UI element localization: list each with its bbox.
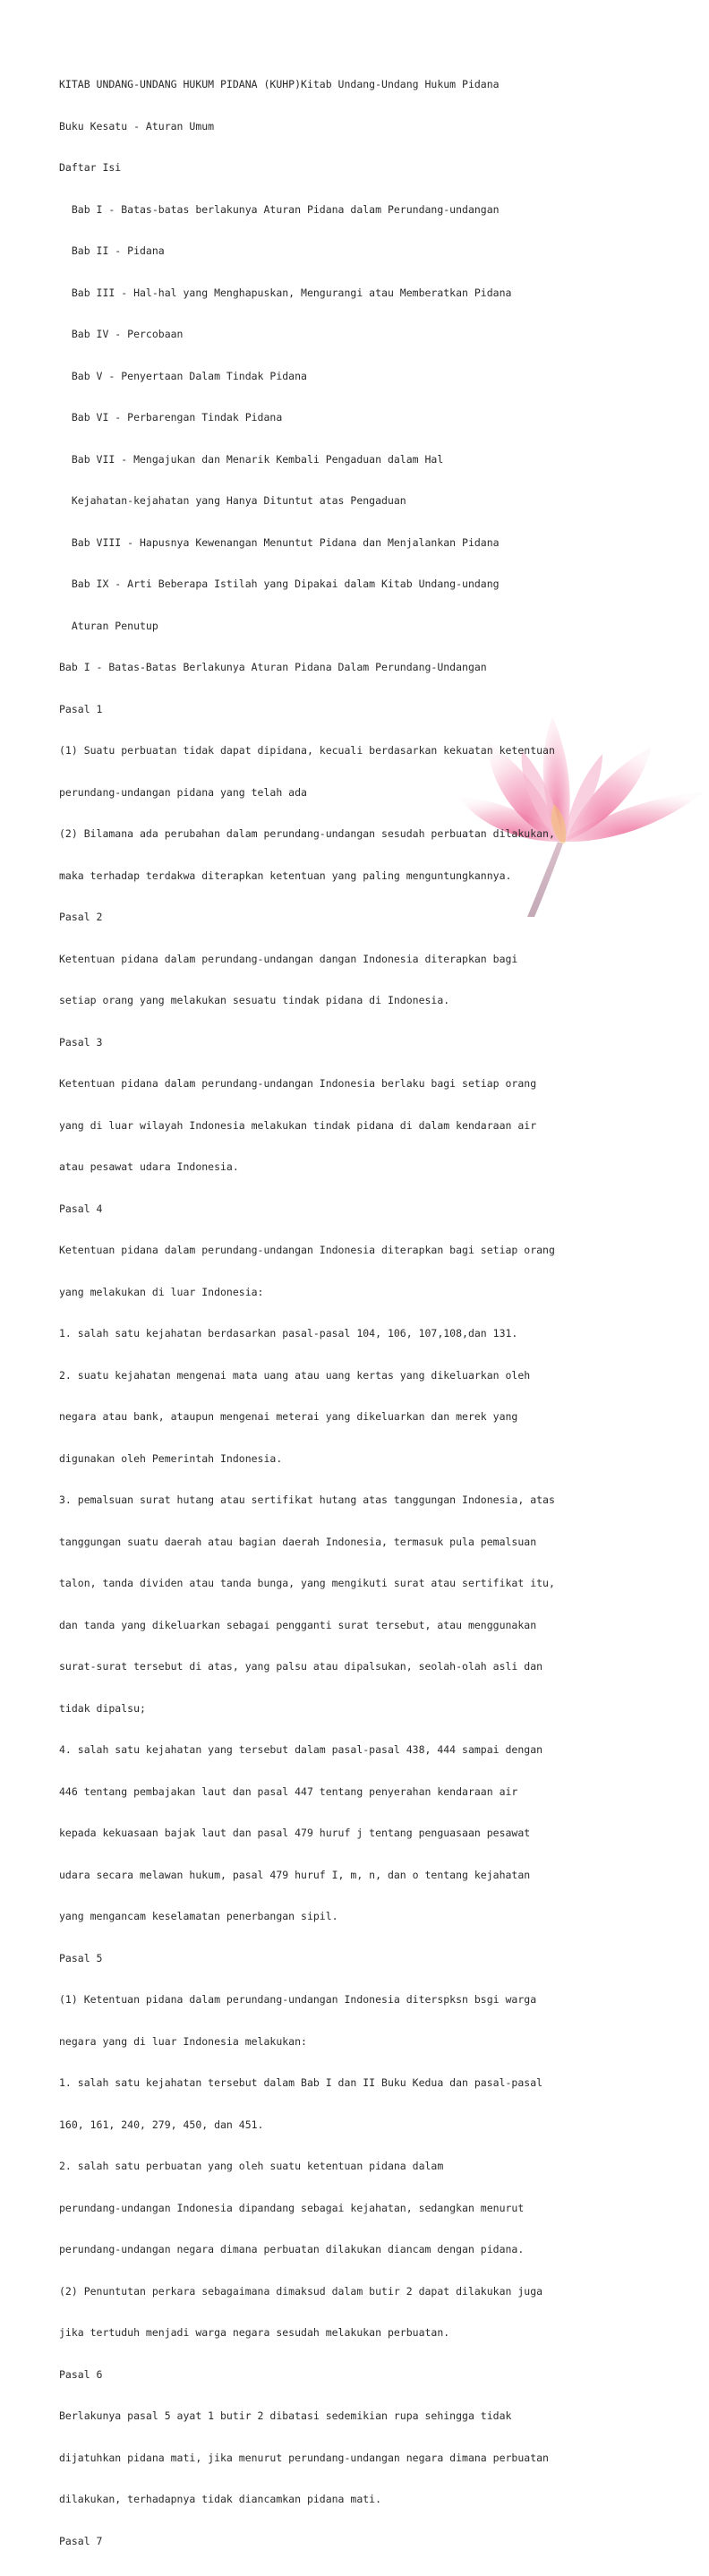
text-line: yang melakukan di luar Indonesia: (59, 1285, 264, 1298)
text-line: 3. pemalsuan surat hutang atau sertifikat hutang atas tanggungan Indonesia, atas (59, 1493, 555, 1506)
text-line: talon, tanda dividen atau tanda bunga, yang mengikuti surat atau sertifikat itu, (59, 1577, 555, 1589)
text-line: Berlakunya pasal 5 ayat 1 butir 2 dibatasi sedemikian rupa sehingga tidak (59, 2409, 512, 2422)
text-line: tidak dipalsu; (59, 1701, 146, 1715)
text-line: (2) Penuntutan perkara sebagaimana dimaksud dalam butir 2 dapat dilakukan juga (59, 2284, 543, 2298)
text-line: 1. salah satu kejahatan berdasarkan pasal-pasal 104, 106, 107,108,dan 131. (59, 1327, 518, 1339)
text-line: 2. suatu kejahatan mengenai mata uang atau uang kertas yang dikeluarkan oleh (59, 1368, 531, 1382)
text-line: dijatuhkan pidana mati, jika menurut perundang-undangan negara dimana perbuatan (59, 2451, 549, 2464)
text-line: negara yang di luar Indonesia melakukan: (59, 2034, 307, 2048)
text-line: setiap orang yang melakukan sesuatu tindak pidana di Indonesia. (59, 994, 450, 1006)
text-line: (1) Ketentuan pidana dalam perundang-undangan Indonesia diterspksn bsgi warga (59, 1993, 537, 2006)
article-heading: Pasal 7 (59, 2534, 103, 2547)
text-line: negara atau bank, ataupun mengenai meterai yang dikeluarkan dan merek yang (59, 1410, 518, 1423)
text-line: 446 tentang pembajakan laut dan pasal 447 tentang penyerahan kendaraan air (59, 1784, 518, 1798)
article-heading: Pasal 6 (59, 2367, 103, 2381)
text-line: 4. salah satu kejahatan yang tersebut dalam pasal-pasal 438, 444 sampai dengan (59, 1743, 543, 1756)
text-line: yang mengancam keselamatan penerbangan sipil. (59, 1910, 338, 1922)
article-heading: Pasal 1 (59, 702, 103, 715)
toc-item: Bab I - Batas-batas berlakunya Aturan Pidana dalam Perundang-undangan (59, 202, 500, 216)
text-line: maka terhadap terdakwa diterapkan ketentuan yang paling menguntungkannya. (59, 869, 512, 882)
text-line: 1. salah satu kejahatan tersebut dalam Bab I dan II Buku Kedua dan pasal-pasal (59, 2076, 543, 2089)
text-line: Ketentuan pidana dalam perundang-undangan Indonesia diterapkan bagi setiap orang (59, 1244, 555, 1256)
toc-item: Aturan Penutup (59, 619, 158, 632)
toc-heading: Daftar Isi (59, 161, 122, 174)
toc-item: Bab II - Pidana (59, 244, 165, 257)
text-line: udara secara melawan hukum, pasal 479 huruf I, m, n, dan o tentang kejahatan (59, 1868, 531, 1881)
text-line: kepada kekuasaan bajak laut dan pasal 479 huruf j tentang penguasaan pesawat (59, 1827, 531, 1839)
article-heading: Pasal 2 (59, 911, 103, 923)
toc-item: Bab V - Penyertaan Dalam Tindak Pidana (59, 369, 307, 382)
text-line: dan tanda yang dikeluarkan sebagai pengganti surat tersebut, atau menggunakan (59, 1618, 537, 1631)
text-line: digunakan oleh Pemerintah Indonesia. (59, 1451, 283, 1465)
toc-item: Bab IV - Percobaan (59, 328, 184, 340)
document-title: KITAB UNDANG-UNDANG HUKUM PIDANA (KUHP)Kitab Undang-Undang Hukum Pidana (59, 78, 500, 90)
text-line: Ketentuan pidana dalam perundang-undangan Indonesia berlaku bagi setiap orang (59, 1077, 537, 1090)
text-line: Ketentuan pidana dalam perundang-undangan dangan Indonesia diterapkan bagi (59, 952, 518, 965)
text-line: (1) Suatu perbuatan tidak dapat dipidana, kecuali berdasarkan kekuatan ketentuan (59, 744, 555, 757)
toc-item: Bab VIII - Hapusnya Kewenangan Menuntut Pidana dan Menjalankan Pidana (59, 535, 500, 549)
text-line: perundang-undangan Indonesia dipandang sebagai kejahatan, sedangkan menurut (59, 2201, 525, 2214)
document-text (59, 50, 632, 2576)
book-heading: Buku Kesatu - Aturan Umum (59, 119, 215, 133)
text-line: perundang-undangan negara dimana perbuatan dilakukan diancam dengan pidana. (59, 2243, 525, 2255)
text-line: surat-surat tersebut di atas, yang palsu atau dipalsukan, seolah-olah asli dan (59, 1660, 543, 1673)
text-line: tanggungan suatu daerah atau bagian daerah Indonesia, termasuk pula pemalsuan (59, 1535, 537, 1548)
toc-item: Kejahatan-kejahatan yang Hanya Dituntut atas Pengaduan (59, 494, 406, 507)
text-line: 160, 161, 240, 279, 450, dan 451. (59, 2118, 264, 2131)
text-line: perundang-undangan pidana yang telah ada (59, 785, 307, 799)
article-heading: Pasal 3 (59, 1035, 103, 1048)
chapter-heading: Bab I - Batas-Batas Berlakunya Aturan Pidana Dalam Perundang-Undangan (59, 661, 487, 673)
text-line: 2. salah satu perbuatan yang oleh suatu ketentuan pidana dalam (59, 2160, 444, 2172)
toc-item: Bab IX - Arti Beberapa Istilah yang Dipakai dalam Kitab Undang-undang (59, 578, 500, 590)
text-line: dilakukan, terhadapnya tidak diancamkan pidana mati. (59, 2493, 382, 2505)
article-heading: Pasal 4 (59, 1202, 103, 1215)
text-line: jika tertuduh menjadi warga negara sesudah melakukan perbuatan. (59, 2326, 450, 2339)
toc-item: Bab VII - Mengajukan dan Menarik Kembali Pengaduan dalam Hal (59, 452, 444, 466)
toc-item: Bab VI - Perbarengan Tindak Pidana (59, 411, 283, 424)
article-heading: Pasal 5 (59, 1951, 103, 1964)
text-line: (2) Bilamana ada perubahan dalam perundang-undangan sesudah perbuatan dilakukan, (59, 827, 555, 840)
text-line: atau pesawat udara Indonesia. (59, 1160, 239, 1173)
toc-item: Bab III - Hal-hal yang Menghapuskan, Mengurangi atau Memberatkan Pidana (59, 286, 512, 299)
text-line: yang di luar wilayah Indonesia melakukan tindak pidana di dalam kendaraan air (59, 1118, 537, 1132)
